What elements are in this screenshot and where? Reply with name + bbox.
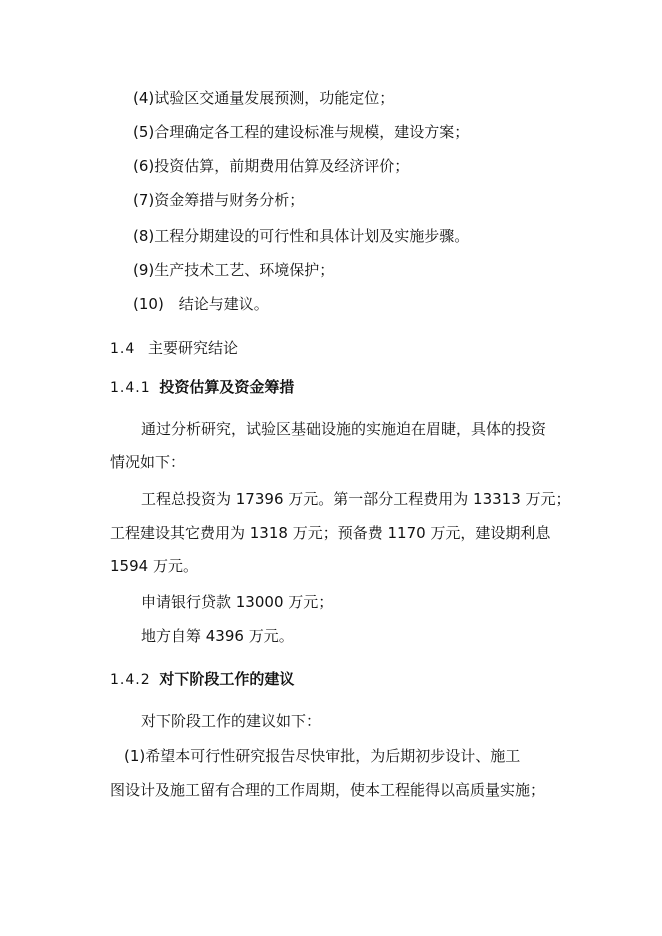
self-fund-line: 地方自筹 4396 万元。 <box>141 627 294 645</box>
section-heading-1-4 <box>110 338 238 359</box>
list-item-5: (5)合理确定各工程的建设标准与规模，建设方案； <box>133 123 470 141</box>
section-title: 投资估算及资金筹措 <box>159 378 295 396</box>
paragraph-line: 1594 万元。 <box>110 557 198 575</box>
section-title: 主要研究结论 <box>148 339 239 357</box>
suggest-intro: 对下阶段工作的建议如下： <box>141 712 322 730</box>
section-number: 1.4 <box>110 341 136 357</box>
list-item-9: (9)生产技术工艺、环境保护； <box>133 261 335 279</box>
list-item-6: (6)投资估算，前期费用估算及经济评价； <box>133 157 410 175</box>
paragraph-line: 图设计及施工留有合理的工作周期，使本工程能得以高质量实施； <box>110 781 546 799</box>
section-heading-1-4-1 <box>110 377 294 398</box>
list-item-10: (10) 结论与建议。 <box>133 295 269 313</box>
paragraph-line: 通过分析研究，试验区基础设施的实施迫在眉睫，具体的投资 <box>141 420 547 438</box>
paragraph-line: 情况如下： <box>110 453 186 471</box>
section-number: 1.4.2 <box>110 672 151 688</box>
section-heading-1-4-2 <box>110 669 294 690</box>
list-item-7: (7)资金筹措与财务分析； <box>133 191 305 209</box>
list-item-8: (8)工程分期建设的可行性和具体计划及实施步骤。 <box>133 227 470 245</box>
paragraph-line: (1)希望本可行性研究报告尽快审批，为后期初步设计、施工 <box>124 747 521 765</box>
list-item-4: (4)试验区交通量发展预测，功能定位； <box>133 89 395 107</box>
paragraph-line: 工程建设其它费用为 1318 万元；预备费 1170 万元，建设期利息 <box>110 524 551 542</box>
section-number: 1.4.1 <box>110 380 151 396</box>
section-title: 对下阶段工作的建议 <box>159 670 295 688</box>
loan-line: 申请银行贷款 13000 万元； <box>141 593 334 611</box>
paragraph-line: 工程总投资为 17396 万元。第一部分工程费用为 13313 万元； <box>141 490 571 508</box>
